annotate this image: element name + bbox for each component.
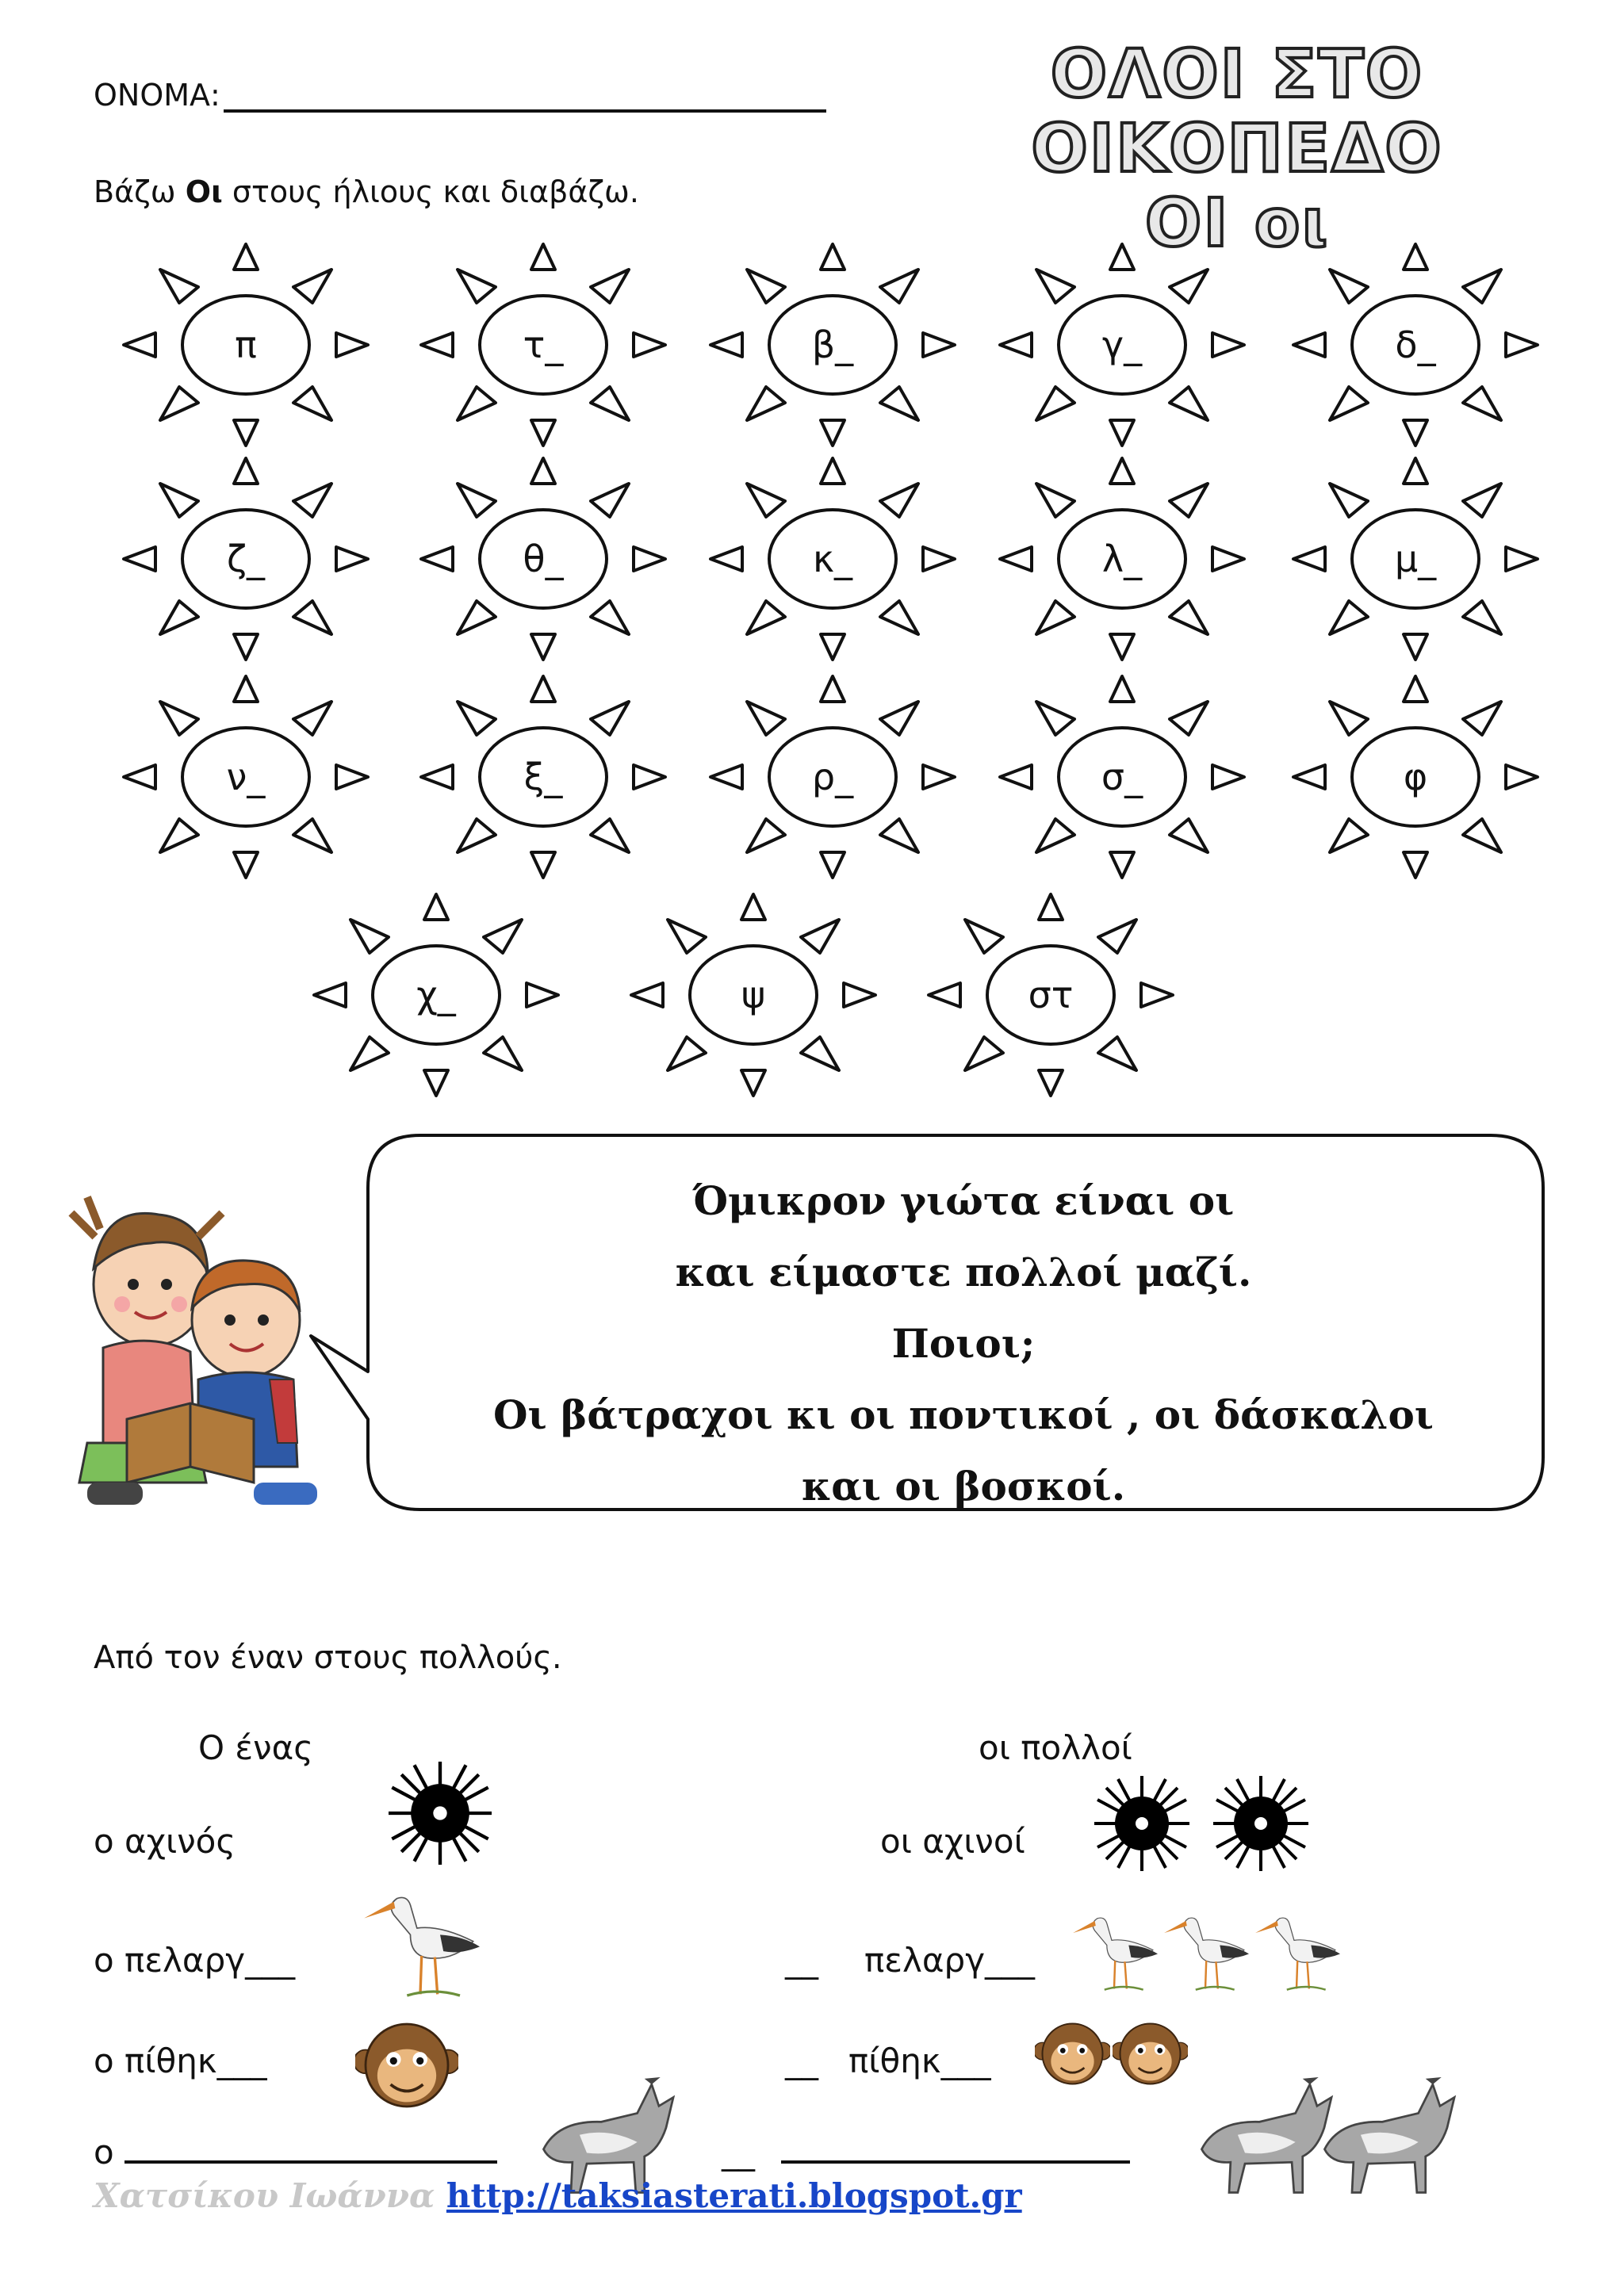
row3-many-prefix[interactable]: __ [785, 2042, 818, 2080]
row2-many: πελαργ___ [864, 1941, 1036, 1980]
sun-syllable[interactable]: β_ [811, 323, 854, 366]
bubble-line-1: Όμικρον γιώτα είναι οι [692, 1177, 1235, 1224]
title-line-2: ΟΙ οι [1144, 184, 1330, 262]
sun [924, 888, 1178, 1102]
row4-many-prefix[interactable]: __ [722, 2133, 755, 2172]
sun-syllable[interactable]: φ [1403, 756, 1428, 798]
instruction [94, 174, 639, 209]
sun-syllable[interactable]: π [235, 323, 257, 366]
sun [416, 238, 670, 452]
sun [416, 452, 670, 666]
sun [1289, 452, 1542, 666]
bubble-line-3: Ποιοι; [891, 1320, 1036, 1367]
sun [1289, 670, 1542, 884]
sun [119, 670, 373, 884]
bubble-line-2: και είμαστε πολλοί μαζί. [675, 1249, 1252, 1295]
page-title [912, 36, 1562, 260]
sun [1289, 238, 1542, 452]
sun [706, 238, 959, 452]
sun-syllable[interactable]: ψ [741, 974, 766, 1016]
sun-syllable[interactable]: δ_ [1395, 323, 1436, 366]
sun [309, 888, 563, 1102]
sun [706, 670, 959, 884]
name-field-row [94, 78, 826, 113]
title-line-1: ΟΛΟΙ ΣΤΟ ΟΙΚΟΠΕΔΟ [1031, 35, 1443, 188]
section2-title: Από τον έναν στους πολλούς. [94, 1640, 562, 1676]
column-many-heading: οι πολλοί [979, 1728, 1132, 1767]
sun-syllable[interactable]: κ_ [812, 538, 853, 580]
sun-syllable[interactable]: μ_ [1394, 538, 1437, 580]
row2-many-prefix[interactable]: __ [785, 1941, 818, 1980]
row4-many [722, 2133, 1130, 2172]
row3-many: πίθηκ___ [848, 2042, 991, 2080]
bubble-line-4: Οι βάτραχοι κι οι ποντικοί , οι δάσκαλοι [493, 1391, 1434, 1438]
name-label: ΟΝΟΜΑ: [94, 78, 220, 113]
row3-one: ο πίθηκ___ [94, 2042, 267, 2080]
sun [995, 670, 1249, 884]
sea-urchin-image [1094, 1776, 1189, 1871]
row2-one: ο πελαργ___ [94, 1941, 296, 1980]
sun [995, 452, 1249, 666]
instruction-before: Βάζω [94, 174, 186, 209]
instruction-bold: Οι [185, 174, 223, 209]
stork-image [1071, 1903, 1158, 2001]
wolf-image [1193, 2077, 1336, 2196]
sun-syllable[interactable]: χ_ [416, 974, 456, 1016]
sun-syllable[interactable]: θ_ [523, 538, 564, 580]
row4-one [94, 2133, 497, 2172]
monkey-image [1035, 2020, 1110, 2087]
bubble-line-5: και οι βοσκοί. [801, 1463, 1126, 1510]
wolf-image [1316, 2077, 1459, 2196]
sun-syllable[interactable]: ρ_ [811, 756, 854, 798]
monkey-image [1113, 2020, 1188, 2087]
sun [416, 670, 670, 884]
stork-image [1162, 1903, 1249, 2001]
instruction-after: στους ήλιους και διαβάζω. [222, 174, 639, 209]
speech-bubble-text [404, 1165, 1522, 1522]
sun [995, 238, 1249, 452]
sun-syllable[interactable]: σ_ [1101, 756, 1143, 798]
row4-many-blank[interactable] [781, 2133, 1130, 2164]
stork-image [361, 1877, 480, 2011]
sun [706, 452, 959, 666]
sun-syllable[interactable]: τ_ [523, 323, 564, 366]
stork-image [1253, 1903, 1340, 2001]
sun-syllable[interactable]: λ_ [1101, 538, 1143, 580]
sun-syllable[interactable]: γ_ [1101, 323, 1143, 366]
row4-article: ο [94, 2133, 114, 2172]
row1-one: ο αχινός [94, 1822, 236, 1861]
sun-syllable[interactable]: ζ_ [226, 538, 266, 580]
sea-urchin-image [389, 1762, 492, 1865]
monkey-image [355, 2018, 458, 2113]
footer-link[interactable]: http://taksiasterati.blogspot.gr [446, 2176, 1022, 2215]
sun-syllable[interactable]: στ [1028, 974, 1074, 1016]
row1-many: οι αχινοί [880, 1822, 1025, 1861]
sun-syllable[interactable]: ξ_ [523, 756, 563, 798]
sun-syllable[interactable]: ν_ [226, 756, 266, 798]
sun [119, 238, 373, 452]
sea-urchin-image [1213, 1776, 1308, 1871]
column-one-heading: Ο ένας [198, 1728, 313, 1767]
name-input-line[interactable] [224, 81, 826, 113]
footer-author: Χατσίκου Ιωάννα [94, 2176, 435, 2215]
row4-one-blank[interactable] [124, 2133, 497, 2164]
footer [94, 2176, 1022, 2215]
sun [626, 888, 880, 1102]
children-reading-image [56, 1181, 341, 1514]
sun [119, 452, 373, 666]
